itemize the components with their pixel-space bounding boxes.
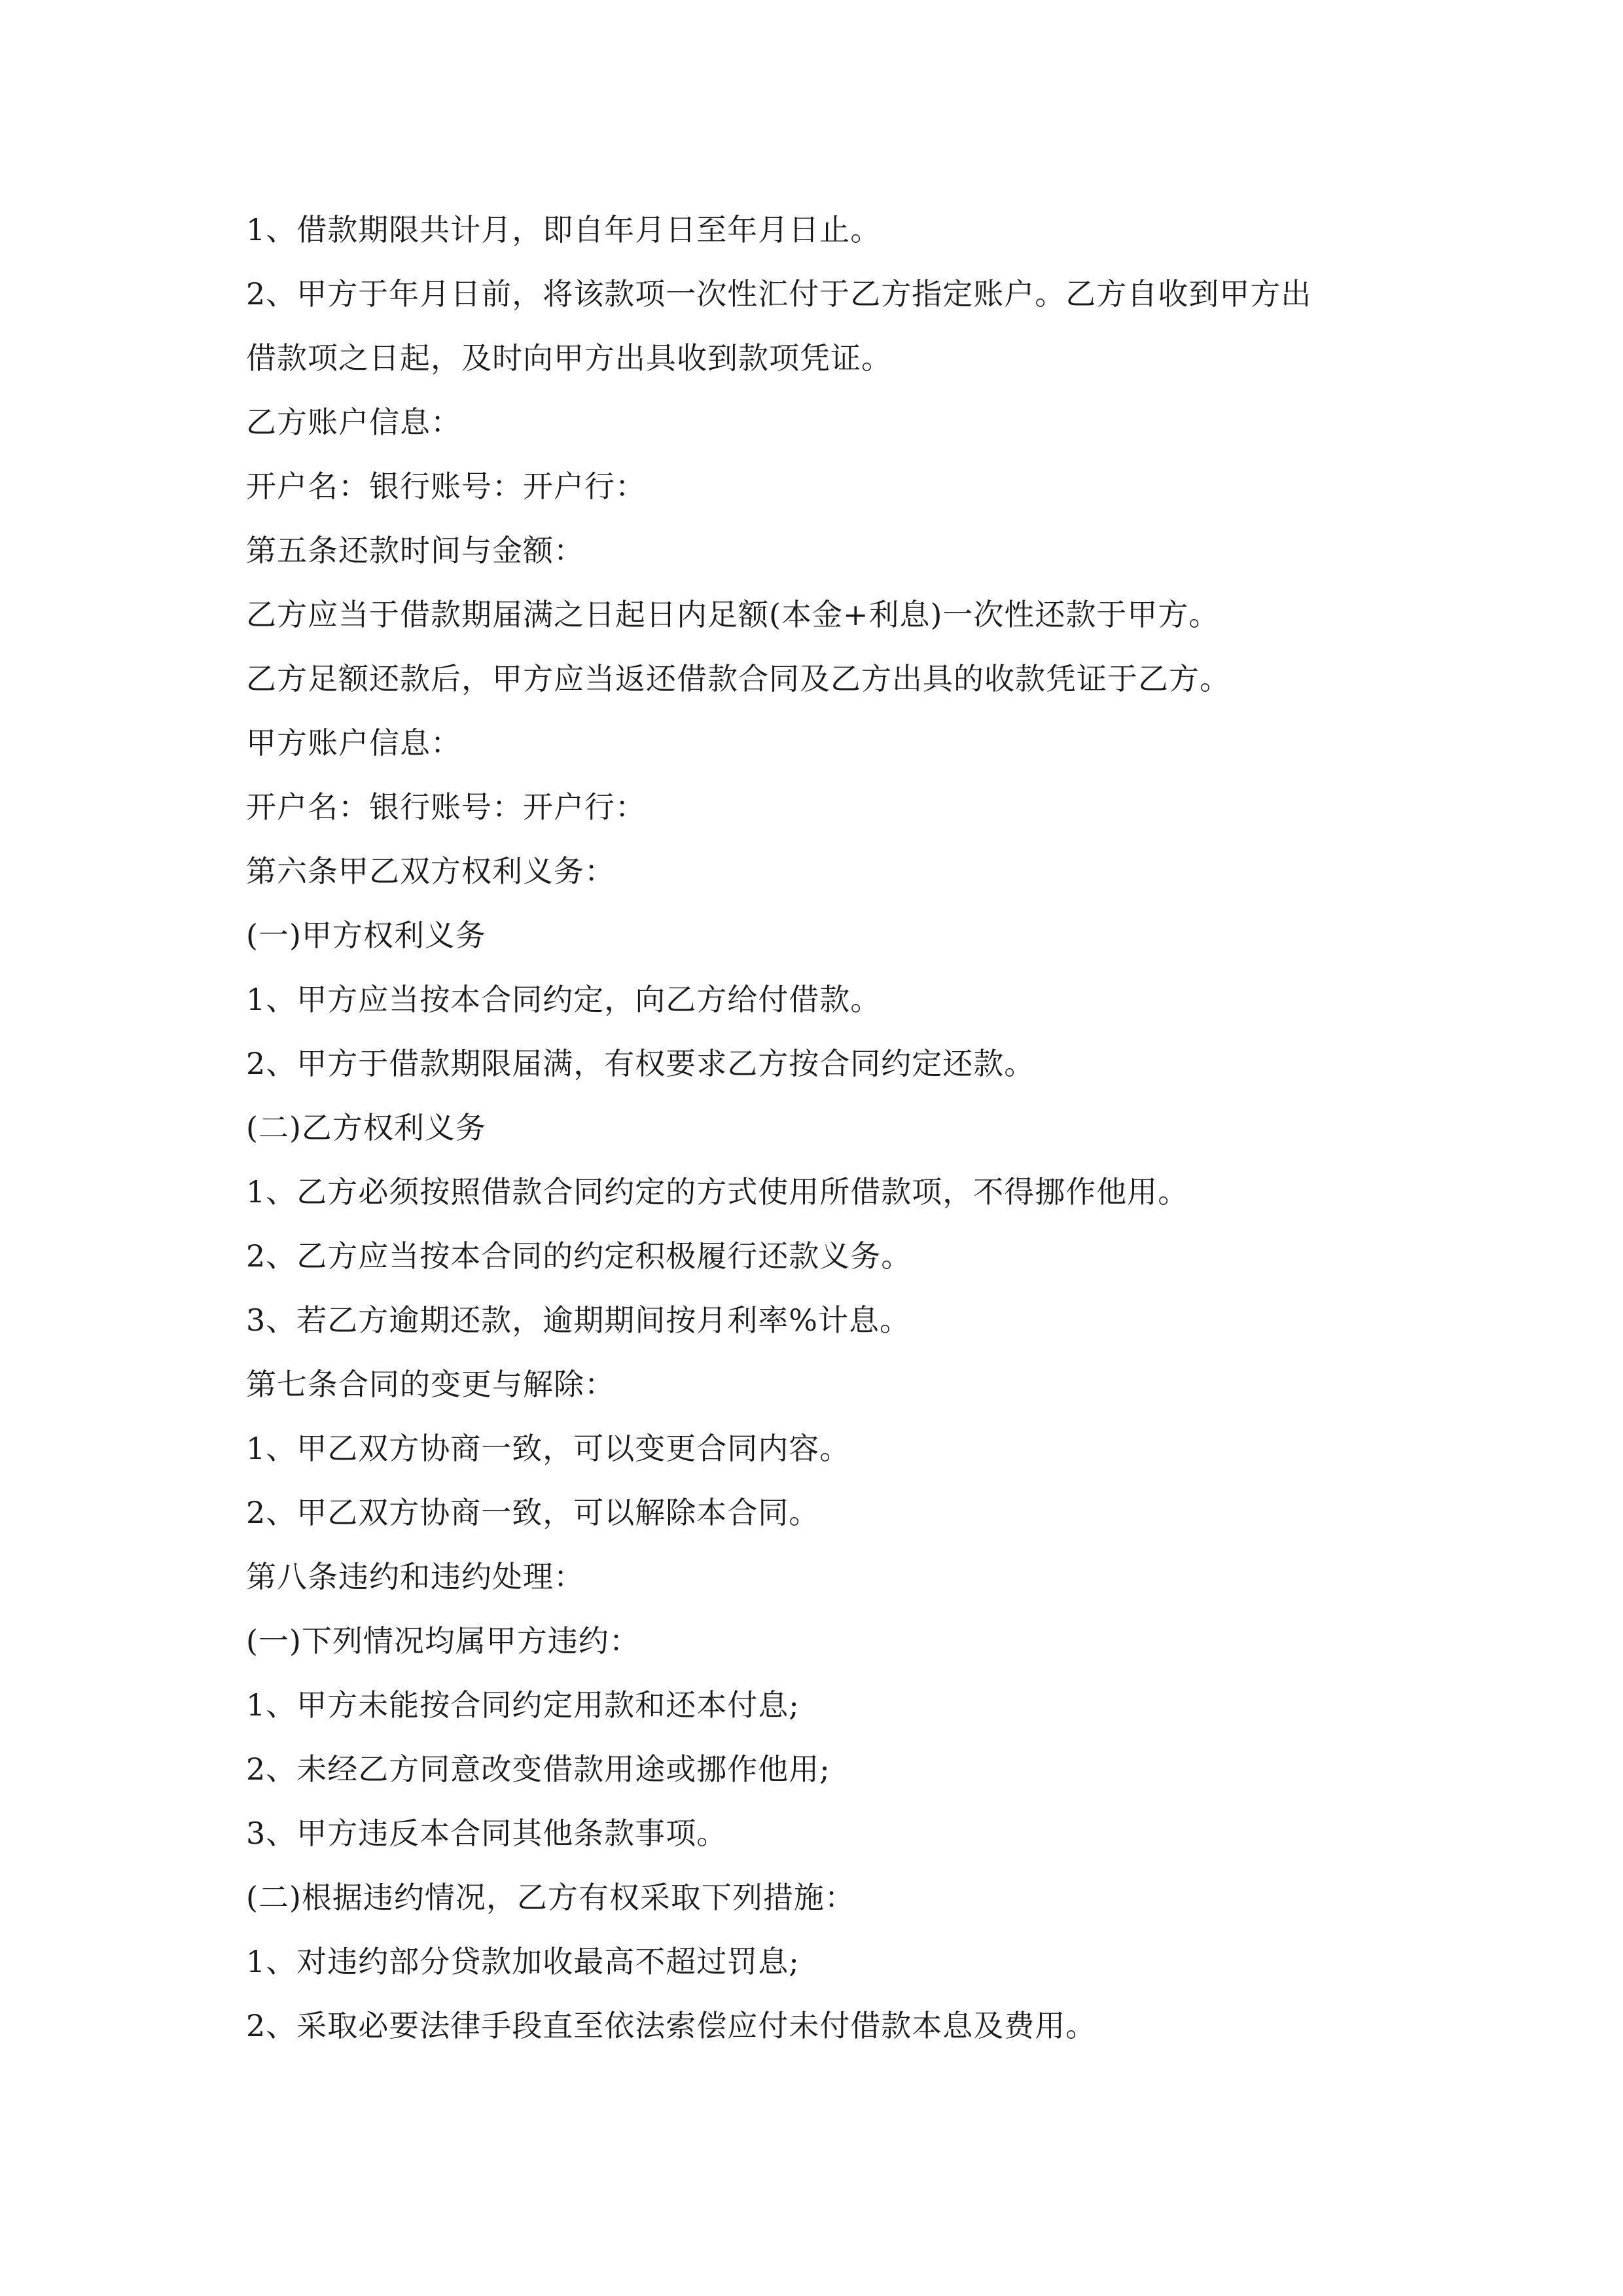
text-line: 借款项之日起，及时向甲方出具收到款项凭证。 (246, 340, 892, 376)
text-line: 1、借款期限共计月，即自年月日至年月日止。 (246, 212, 882, 247)
text-line: 1、甲方未能按合同约定用款和还本付息; (246, 1687, 800, 1723)
text-line: 2、甲方于借款期限届满，有权要求乙方按合同约定还款。 (246, 1046, 1035, 1081)
text-line: 乙方应当于借款期届满之日起日内足额(本金+利息)一次性还款于甲方。 (246, 597, 1220, 632)
text-line: 3、若乙方逾期还款，逾期期间按月利率%计息。 (246, 1302, 910, 1338)
contract-text-block (246, 198, 1398, 2058)
section-heading: 第五条还款时间与金额： (246, 533, 584, 568)
text-line: 1、对违约部分贷款加收最高不超过罚息; (246, 1944, 800, 1979)
text-line: 3、甲方违反本合同其他条款事项。 (246, 1816, 728, 1851)
subsection-heading: (二)根据违约情况，乙方有权采取下列措施： (246, 1880, 855, 1915)
text-line: 开户名：银行账号：开户行： (246, 469, 646, 504)
text-line: 1、甲方应当按本合同约定，向乙方给付借款。 (246, 982, 882, 1017)
section-heading: 第六条甲乙双方权利义务： (246, 853, 615, 889)
text-line: 乙方足额还款后，甲方应当返还借款合同及乙方出具的收款凭证于乙方。 (246, 661, 1230, 696)
text-line: 2、未经乙方同意改变借款用途或挪作他用; (246, 1751, 830, 1787)
text-line: 2、采取必要法律手段直至依法索偿应付未付借款本息及费用。 (246, 2008, 1097, 2043)
text-line: 乙方账户信息： (246, 404, 461, 440)
text-line: 2、甲乙双方协商一致，可以解除本合同。 (246, 1495, 820, 1530)
text-line: 2、乙方应当按本合同的约定积极履行还款义务。 (246, 1238, 912, 1274)
text-line: 1、乙方必须按照借款合同约定的方式使用所借款项，不得挪作他用。 (246, 1174, 1189, 1210)
text-line: 甲方账户信息： (246, 725, 461, 761)
section-heading: 第八条违约和违约处理： (246, 1559, 584, 1594)
section-heading: 第七条合同的变更与解除： (246, 1367, 615, 1402)
text-line: 1、甲乙双方协商一致，可以变更合同内容。 (246, 1431, 851, 1466)
subsection-heading: (一)甲方权利义务 (246, 918, 486, 953)
subsection-heading: (二)乙方权利义务 (246, 1110, 486, 1145)
text-line: 开户名：银行账号：开户行： (246, 789, 646, 825)
subsection-heading: (一)下列情况均属甲方违约： (246, 1623, 640, 1659)
text-line: 2、甲方于年月日前，将该款项一次性汇付于乙方指定账户。乙方自收到甲方出 (246, 276, 1312, 312)
